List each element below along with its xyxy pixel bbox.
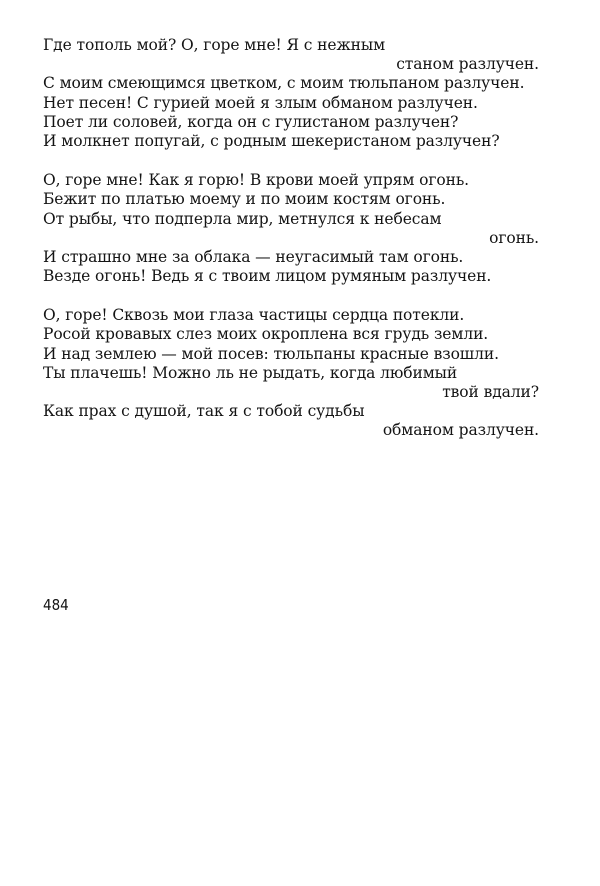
poem-line: Росой кровавых слез моих окроплена вся грудь земли. xyxy=(43,325,489,344)
poem-line: Ты плачешь! Можно ль не рыдать, когда любимый xyxy=(43,363,458,382)
poem-line: Нет песен! С гурией моей я злым обманом разлучен. xyxy=(43,93,478,112)
poem xyxy=(43,36,539,441)
poem-line: О, горе! Сквозь мои глаза частицы сердца потекли. xyxy=(43,306,465,325)
poem-line-continuation: станом разлучен. xyxy=(396,55,539,74)
poem-line: Бежит по платью моему и по моим костям огонь. xyxy=(43,190,446,209)
stanza-2 xyxy=(43,171,539,286)
poem-line: Как прах с душой, так я с тобой судьбы xyxy=(43,402,365,421)
poem-line-continuation: твой вдали? xyxy=(442,383,539,401)
poem-line: И страшно мне за облака — неугасимый там огонь. xyxy=(43,247,464,266)
poem-line: И над землею — мой посев: тюльпаны красные взошли. xyxy=(43,344,499,363)
poem-line: С моим смеющимся цветком, с моим тюльпаном разлучен. xyxy=(43,74,525,93)
poem-line-continuation: обманом разлучен. xyxy=(382,421,539,440)
poem-line: Где тополь мой? О, горе мне! Я с нежным xyxy=(43,36,386,54)
poem-line: От рыбы, что подперла мир, метнулся к небесам xyxy=(43,209,442,228)
poem-line: Поет ли соловей, когда он с гулистаном разлучен? xyxy=(43,112,459,131)
stanza-gap xyxy=(43,151,539,171)
poem-line: И молкнет попугай, с родным шекеристаном разлучен? xyxy=(43,131,500,150)
poem-line-continuation: огонь. xyxy=(489,228,539,247)
poem-line: Везде огонь! Ведь я с твоим лицом румяным разлучен. xyxy=(43,267,492,286)
stanza-3 xyxy=(43,306,539,440)
stanza-1 xyxy=(43,36,539,151)
poem-line: О, горе мне! Как я горю! В крови моей упрям огонь. xyxy=(43,171,470,190)
page-number: 484 xyxy=(43,596,69,614)
stanza-gap xyxy=(43,286,539,306)
